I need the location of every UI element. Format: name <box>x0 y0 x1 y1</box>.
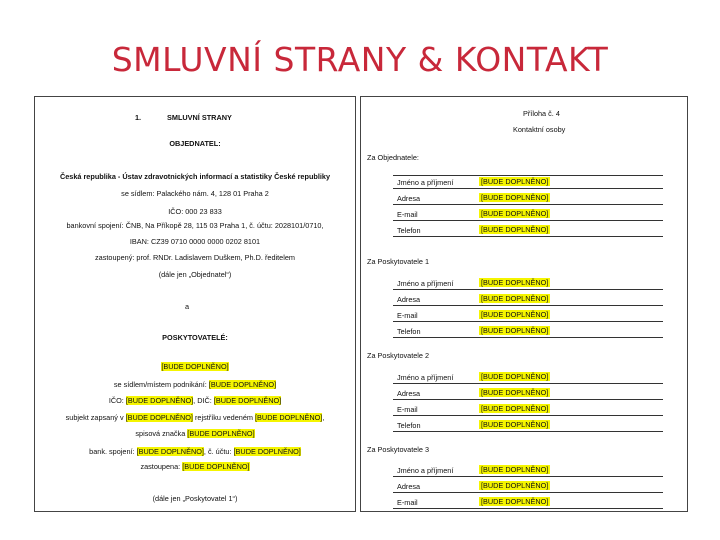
poskytovatel-file-number: spisová značka [BUDE DOPLNĚNO] <box>135 429 255 438</box>
placeholder-highlight: [BUDE DOPLNĚNO] <box>208 380 277 389</box>
objednatel-ico: IČO: 000 23 833 <box>168 207 222 216</box>
section-title: Za Poskytovatele 2 <box>367 351 430 360</box>
contact-row: Jméno a příjmení [BUDE DOPLNĚNO] <box>393 176 663 189</box>
section-heading: SMLUVNÍ STRANY <box>167 113 232 122</box>
contact-row: Adresa [BUDE DOPLNĚNO] <box>393 293 663 306</box>
section-number: 1. <box>135 113 142 122</box>
placeholder-highlight: [BUDE DOPLNĚNO] <box>161 362 229 371</box>
poskytovatel-ico-dic: IČO: [BUDE DOPLNĚNO], DIČ: [BUDE DOPLNĚNO] <box>108 396 282 405</box>
placeholder-highlight: [BUDE DOPLNĚNO] <box>213 396 282 405</box>
placeholder-highlight: [BUDE DOPLNĚNO] <box>182 462 250 471</box>
objednatel-label: OBJEDNATEL: <box>169 139 221 148</box>
objednatel-name: Česká republika - Ústav zdravotnických informací a statistiky České republiky <box>59 172 331 181</box>
contacts-heading: Kontaktní osoby <box>513 125 566 134</box>
objednatel-address: se sídlem: Palackého nám. 4, 128 01 Praha 2 <box>121 189 269 198</box>
contact-row: E-mail [BUDE DOPLNĚNO] <box>393 496 663 509</box>
objednatel-iban: IBAN: CZ39 0710 0000 0000 0202 8101 <box>129 237 261 246</box>
placeholder-highlight: [BUDE DOPLNĚNO] <box>255 413 323 422</box>
placeholder-highlight: [BUDE DOPLNĚNO] <box>125 396 194 405</box>
contact-row: E-mail [BUDE DOPLNĚNO] <box>393 309 663 322</box>
contract-parties-page <box>34 96 356 512</box>
placeholder-highlight: [BUDE DOPLNĚNO] <box>125 413 193 422</box>
poskytovatel-name <box>35 362 355 371</box>
poskytovatel-address: se sídlem/místem podnikání: [BUDE DOPLNĚNO] <box>113 380 277 389</box>
poskytovatel-alias: (dále jen „Poskytovatel 1“) <box>152 494 238 503</box>
conjunction: a <box>185 302 190 311</box>
contact-row: Telefon [BUDE DOPLNĚNO] <box>393 419 663 432</box>
slide-title: SMLUVNÍ STRANY & KONTAKT <box>111 40 609 79</box>
placeholder-highlight: [BUDE DOPLNĚNO] <box>136 447 204 456</box>
objednatel-alias: (dále jen „Objednatel“) <box>158 270 232 279</box>
contact-row: Telefon [BUDE DOPLNĚNO] <box>393 325 663 338</box>
section-title: Za Poskytovatele 1 <box>367 257 430 266</box>
placeholder-highlight: [BUDE DOPLNĚNO] <box>187 429 255 438</box>
objednatel-representative: zastoupený: prof. RNDr. Ladislavem Duškem, Ph.D. ředitelem <box>95 253 295 262</box>
contact-row: Adresa [BUDE DOPLNĚNO] <box>393 387 663 400</box>
contact-row: Jméno a příjmení [BUDE DOPLNĚNO] <box>393 464 663 477</box>
poskytovatel-bank: bank. spojení: [BUDE DOPLNĚNO], č. účtu: [BUDE DOPLNĚNO] <box>89 447 301 456</box>
contact-row: Adresa [BUDE DOPLNĚNO] <box>393 480 663 493</box>
section-title: Za Poskytovatele 3 <box>367 445 430 454</box>
contact-row: Jméno a příjmení [BUDE DOPLNĚNO] <box>393 277 663 290</box>
contact-row: Jméno a příjmení [BUDE DOPLNĚNO] <box>393 371 663 384</box>
objednatel-bank: bankovní spojení: ČNB, Na Příkopě 28, 115 03 Praha 1, č. účtu: 2028101/0710, <box>66 221 324 230</box>
poskytovatel-registry: subjekt zapsaný v [BUDE DOPLNĚNO] rejstříku vedeném [BUDE DOPLNĚNO], <box>65 413 325 422</box>
appendix-label: Příloha č. 4 <box>523 109 560 118</box>
contacts-page <box>360 96 688 512</box>
contact-row: Telefon [BUDE DOPLNĚNO] <box>393 224 663 237</box>
contact-row: Adresa [BUDE DOPLNĚNO] <box>393 192 663 205</box>
section-title: Za Objednatele: <box>367 153 419 162</box>
contact-row: E-mail [BUDE DOPLNĚNO] <box>393 403 663 416</box>
poskytovatel-representative: zastoupena: [BUDE DOPLNĚNO] <box>140 462 250 471</box>
placeholder-highlight: [BUDE DOPLNĚNO] <box>233 447 301 456</box>
contact-row: E-mail [BUDE DOPLNĚNO] <box>393 208 663 221</box>
poskytovatele-label: POSKYTOVATELÉ: <box>162 333 228 342</box>
